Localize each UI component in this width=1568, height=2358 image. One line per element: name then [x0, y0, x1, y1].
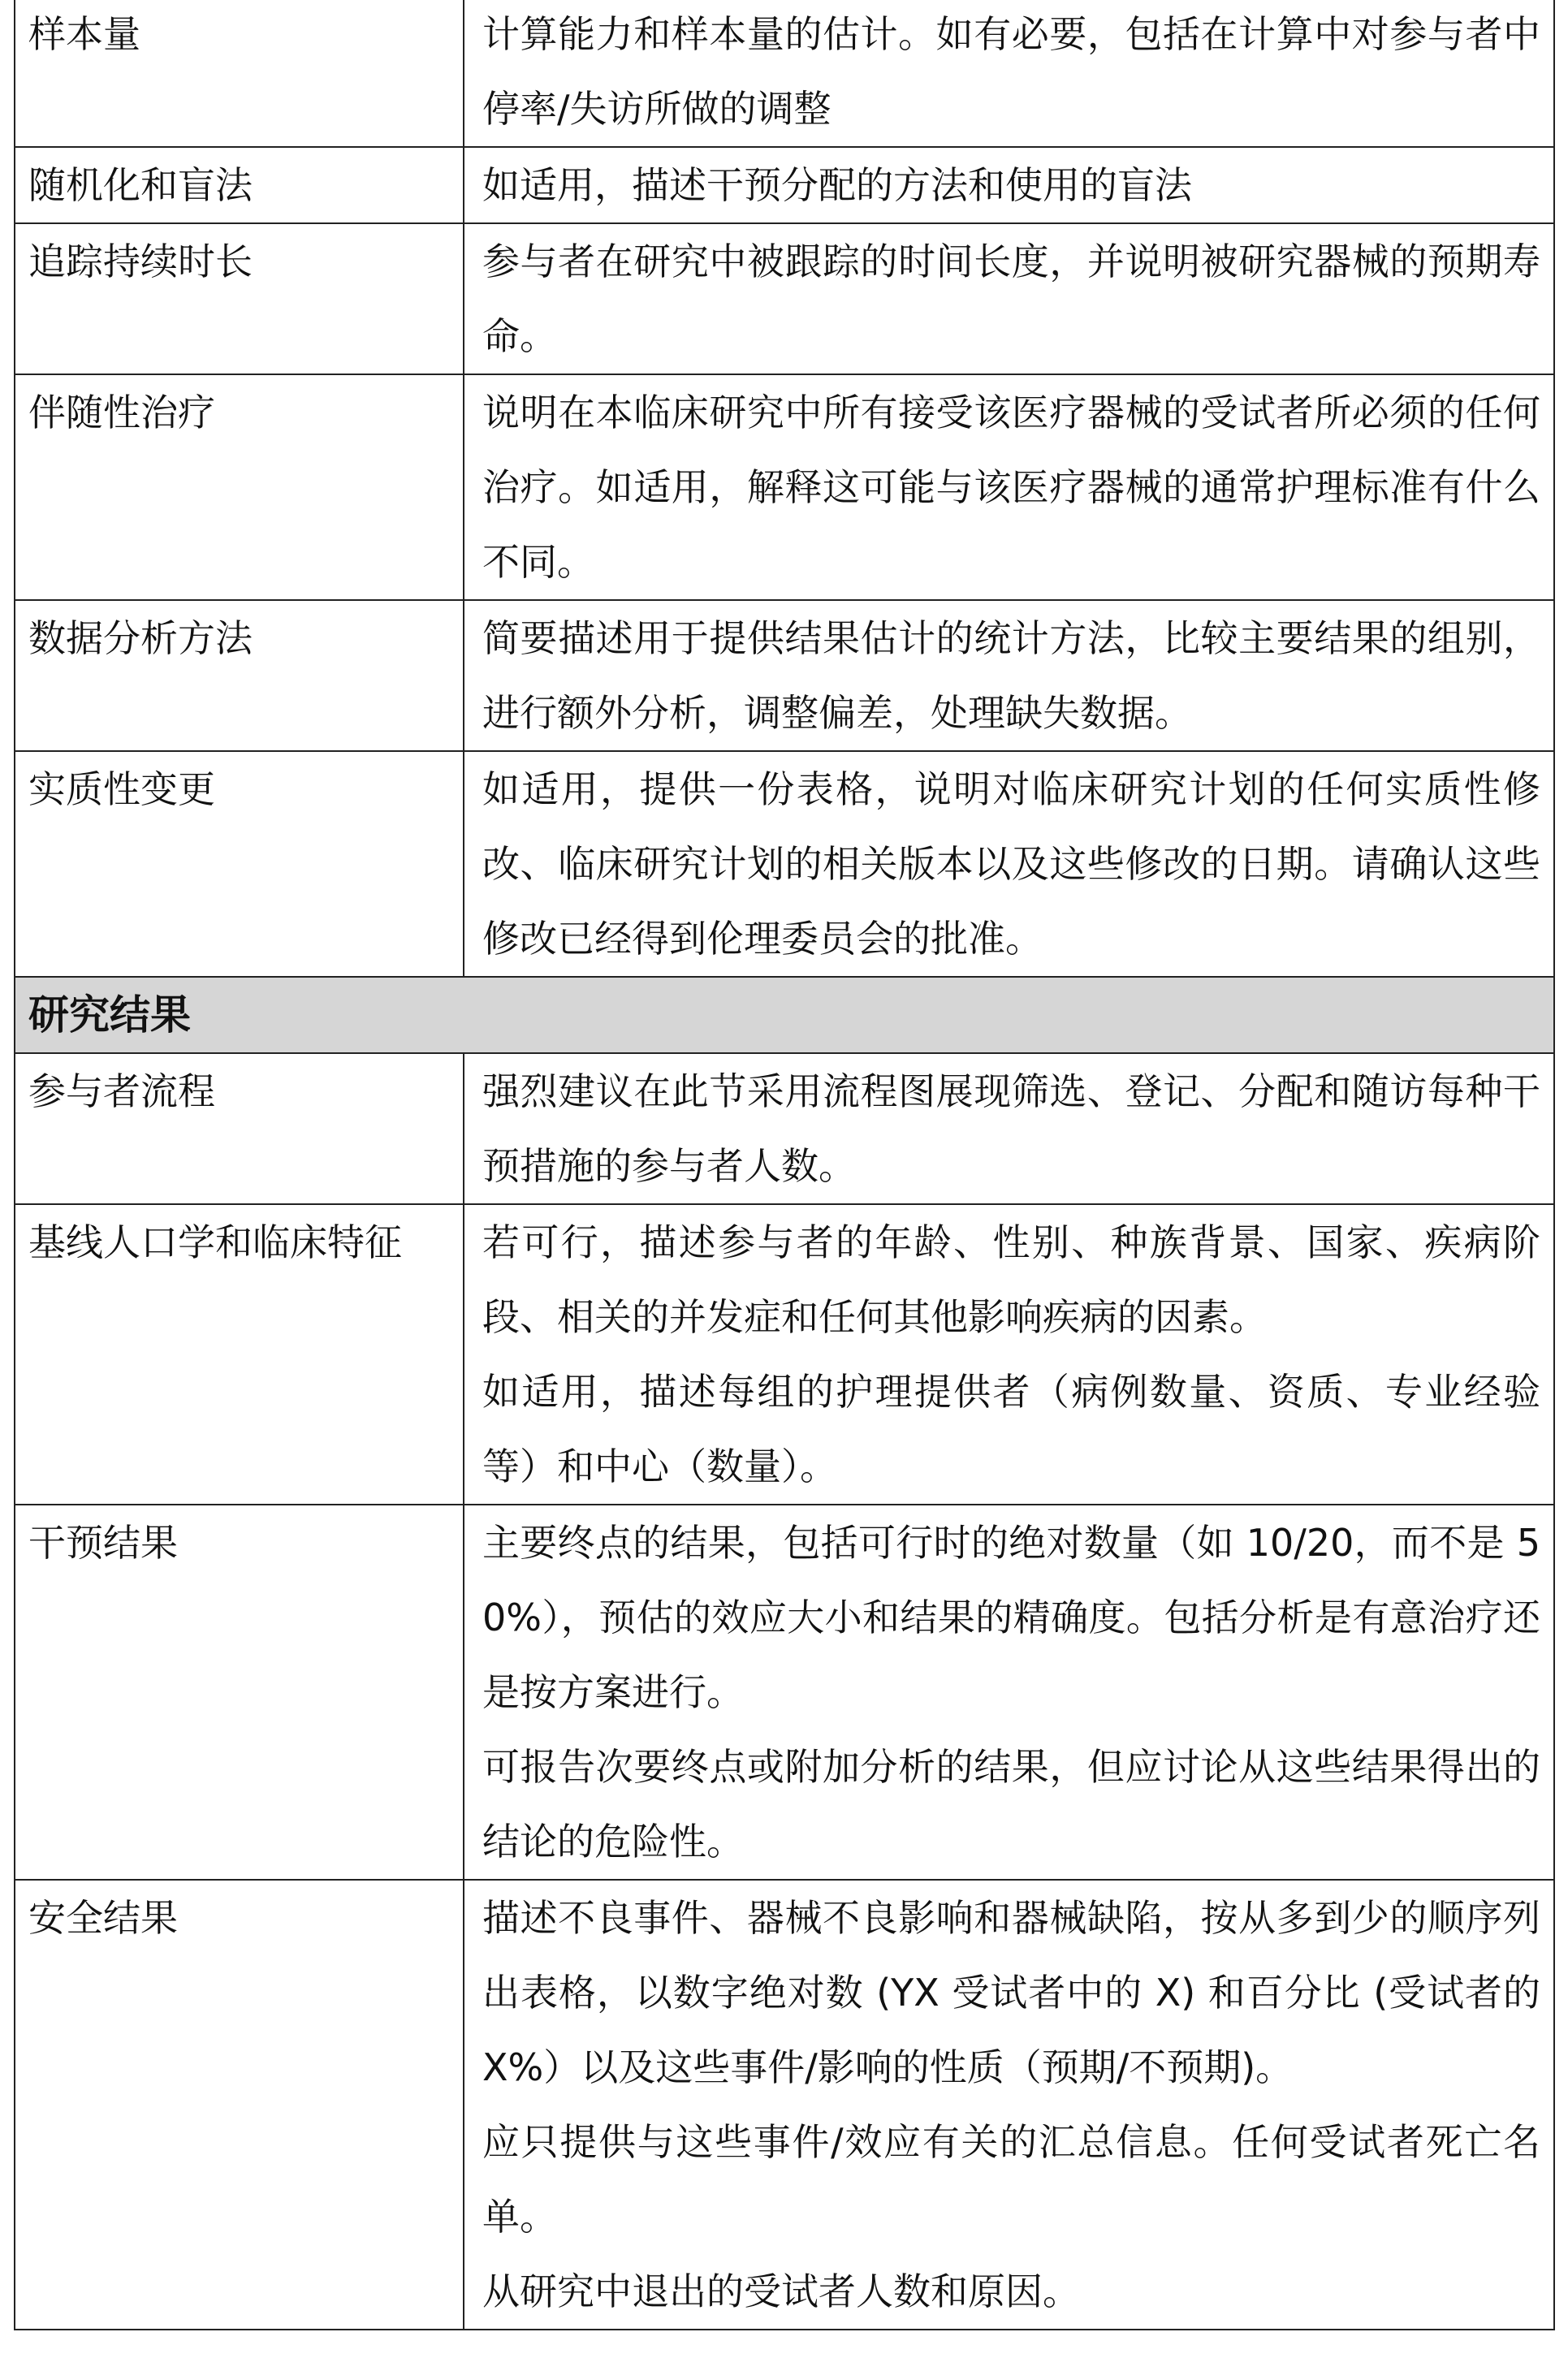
- section-header-cell: [15, 977, 1554, 1053]
- document-table: [14, 0, 1555, 2330]
- row-description-cell: [464, 751, 1554, 977]
- row-description-cell: [464, 223, 1554, 374]
- table-row: [15, 0, 1554, 147]
- row-description-cell: [464, 600, 1554, 751]
- row-description-cell: [464, 1505, 1554, 1880]
- table-row: [15, 751, 1554, 977]
- table-row: [15, 1505, 1554, 1880]
- table-row: [15, 1880, 1554, 2330]
- row-description: 说明在本临床研究中所有接受该医疗器械的受试者所必须的任何治疗。如适用，解释这可能与该医疗器械的通常护理标准有什么不同。: [482, 391, 1540, 584]
- row-description: 参与者在研究中被跟踪的时间长度，并说明被研究器械的预期寿命。: [482, 240, 1540, 358]
- row-description: 如适用，描述干预分配的方法和使用的盲法: [482, 163, 1192, 207]
- row-description-cell: [464, 0, 1554, 147]
- row-description-cell: [464, 1053, 1554, 1204]
- row-label: 数据分析方法: [28, 616, 253, 660]
- section-header-row: [15, 977, 1554, 1053]
- row-label-cell: [15, 600, 464, 751]
- row-label-cell: [15, 147, 464, 223]
- row-description-cell: [464, 147, 1554, 223]
- row-label: 实质性变更: [28, 767, 215, 811]
- table-row: [15, 147, 1554, 223]
- row-label: 参与者流程: [28, 1069, 215, 1113]
- row-description: 从研究中退出的受试者人数和原因。: [482, 2269, 1080, 2313]
- row-description: 如适用，提供一份表格，说明对临床研究计划的任何实质性修改、临床研究计划的相关版本以及这些修改的日期。请确认这些修改已经得到伦理委员会的批准。: [482, 767, 1540, 961]
- row-description: 可报告次要终点或附加分析的结果，但应讨论从这些结果得出的结论的危险性。: [482, 1745, 1540, 1864]
- row-label-cell: [15, 1505, 464, 1880]
- table-row: [15, 600, 1554, 751]
- row-description: 计算能力和样本量的估计。如有必要，包括在计算中对参与者中停率/失访所做的调整: [482, 12, 1540, 131]
- row-label-cell: [15, 751, 464, 977]
- section-title: 研究结果: [28, 991, 191, 1039]
- row-description: 描述不良事件、器械不良影响和器械缺陷，按从多到少的顺序列出表格，以数字绝对数 (YX 受试者中的 X) 和百分比 (受试者的 X%）以及这些事件/影响的性质（预期/不预期)。: [482, 1896, 1540, 2089]
- row-label-cell: [15, 1204, 464, 1505]
- row-label: 样本量: [28, 12, 140, 56]
- row-label-cell: [15, 1880, 464, 2330]
- row-label-cell: [15, 1053, 464, 1204]
- row-label-cell: [15, 374, 464, 600]
- row-label: 安全结果: [28, 1896, 178, 1940]
- row-description: 应只提供与这些事件/效应有关的汇总信息。任何受试者死亡名单。: [482, 2120, 1540, 2239]
- table-row: [15, 1053, 1554, 1204]
- row-description: 主要终点的结果，包括可行时的绝对数量（如 10/20，而不是 50%），预估的效应大小和结果的精确度。包括分析是有意治疗还是按方案进行。: [482, 1521, 1540, 1714]
- row-label: 伴随性治疗: [28, 391, 215, 434]
- row-description: 若可行，描述参与者的年龄、性别、种族背景、国家、疾病阶段、相关的并发症和任何其他影响疾病的因素。: [482, 1220, 1540, 1339]
- row-label-cell: [15, 0, 464, 147]
- row-description: 强烈建议在此节采用流程图展现筛选、登记、分配和随访每种干预措施的参与者人数。: [482, 1069, 1540, 1188]
- row-label-cell: [15, 223, 464, 374]
- table-row: [15, 223, 1554, 374]
- row-label: 干预结果: [28, 1521, 178, 1565]
- row-description-cell: [464, 1204, 1554, 1505]
- table-row: [15, 1204, 1554, 1505]
- row-description-cell: [464, 374, 1554, 600]
- table-row: [15, 374, 1554, 600]
- row-label: 追踪持续时长: [28, 240, 253, 283]
- row-label: 随机化和盲法: [28, 163, 253, 207]
- row-description: 如适用，描述每组的护理提供者（病例数量、资质、专业经验等）和中心（数量）。: [482, 1370, 1540, 1488]
- row-description-cell: [464, 1880, 1554, 2330]
- row-description: 简要描述用于提供结果估计的统计方法，比较主要结果的组别，进行额外分析，调整偏差，处理缺失数据。: [482, 616, 1540, 735]
- row-label: 基线人口学和临床特征: [28, 1220, 402, 1264]
